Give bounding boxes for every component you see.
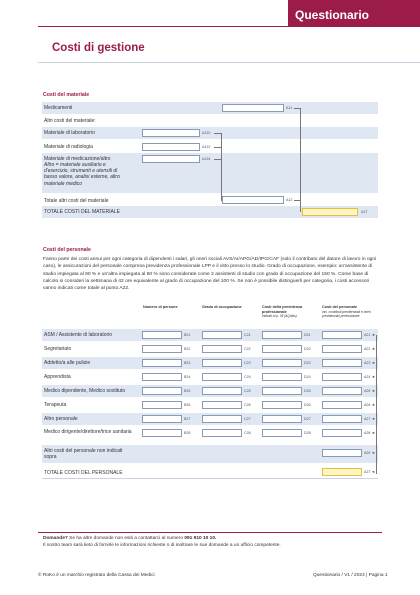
field-code: A25 (364, 389, 371, 393)
field-code: A123 (202, 145, 211, 149)
persons-input[interactable] (142, 359, 182, 367)
row-label-medicamenti: Medicamenti (44, 105, 73, 111)
field-code: C27 (244, 417, 251, 421)
row-label-total-material: TOTALE COSTI DEL MATERIALE (44, 209, 120, 215)
field-code: D24 (304, 375, 311, 379)
field-code: D25 (304, 389, 311, 393)
occupation-input[interactable] (202, 387, 242, 395)
arrow-icon: ◂ (372, 332, 375, 337)
questionnaire-tab: Questionario (288, 0, 420, 26)
occupation-input[interactable] (202, 359, 242, 367)
material-section-title: Costi del materiale (43, 92, 90, 98)
contact-text: Se ha altre domande non esiti a contattarci al numero (67, 536, 185, 541)
footer-page-info: Questionario / V1 / 2024 | Pagina 1 (313, 573, 388, 578)
col-header-costs-sub: incl. contributi previdenziali e oneri previdenziali professionale (322, 309, 371, 319)
field-code: A23 (364, 361, 371, 365)
row-label-laboratorio: Materiale di laboratorio (44, 130, 95, 136)
field-code: A124 (202, 157, 211, 161)
row-label-segretariato: Segretariato (44, 346, 72, 352)
cost-input[interactable] (322, 359, 362, 367)
medicamenti-input[interactable] (222, 104, 284, 112)
row-label-other-material: Altri costi del materiale: (44, 118, 96, 124)
occupation-input[interactable] (202, 429, 242, 437)
field-code: B24 (184, 375, 191, 379)
field-code: D26 (304, 403, 311, 407)
occupation-input[interactable] (202, 331, 242, 339)
connector-line (300, 108, 301, 212)
field-code: B22 (184, 347, 191, 351)
row-label-total-personnel: TOTALE COSTI DEL PERSONALE (44, 470, 123, 476)
field-code: C25 (244, 389, 251, 393)
field-code: C21 (244, 333, 251, 337)
field-code: B25 (184, 389, 191, 393)
page-title: Costi di gestione (52, 42, 145, 54)
field-code: A28 (364, 431, 371, 435)
personnel-description: Fanno parte dei costi annui per ogni categoria di dipendenti i salari, gli oneri sociali AVS/AI/APG/AD/IPG/CAF (solo il contributo del datore di lavoro in ogni caso), le assicurazioni del personale compresa previdenza professionale LPP e il vitto presso lo studio. Grado di occupazione, esempio: un'assistente di studio impiegata al 90 % e un'altra impiegata al 60 % sono considerate come 2 assistenti di studio con grado di occupazione del 150 %. Come base di calcolo si consideri la settimana di 42 ore equivalente al grado di occupazione del 100 %. Se non è possibile distinguerli per categoria, i costi accessori vanno indicati come totale al punto A22. (43, 257, 377, 292)
persons-input[interactable] (142, 373, 182, 381)
connector-line (214, 147, 221, 148)
field-code: A27 (364, 417, 371, 421)
connector-line (376, 335, 377, 474)
arrow-icon: ◂ (372, 388, 375, 393)
row-bg (42, 102, 378, 114)
pension-input[interactable] (262, 373, 302, 381)
connector-line (221, 133, 222, 201)
cost-input[interactable] (322, 331, 362, 339)
pension-input[interactable] (262, 429, 302, 437)
contact-separator (38, 532, 382, 533)
field-code: A12 (286, 198, 293, 202)
row-label-total-other-material: Totale altri costi del materiale (44, 198, 109, 204)
field-code: C23 (244, 361, 251, 365)
row-label-radiologia: Materiale di radiologia (44, 144, 93, 150)
laboratorio-input[interactable] (142, 129, 200, 137)
col-header-pension (262, 305, 320, 319)
contact-line-2: Il nostro team sarà lieto di fornirle le informazioni richieste o di inoltrare le sue domande a un ufficio competente. (43, 543, 281, 549)
total-material-input[interactable] (302, 208, 358, 216)
radiologia-input[interactable] (142, 143, 200, 151)
cost-input[interactable] (322, 345, 362, 353)
field-code: B23 (184, 361, 191, 365)
contact-question: Domande? (43, 536, 68, 541)
field-code: A24 (364, 375, 371, 379)
occupation-input[interactable] (202, 401, 242, 409)
row-label-altri-costi-personale: Altri costi del personale non indicati sopra (44, 448, 123, 461)
field-code: A29 (364, 451, 371, 455)
field-code: B27 (184, 417, 191, 421)
pension-input[interactable] (262, 415, 302, 423)
arrow-icon: ◂ (372, 416, 375, 421)
cost-input[interactable] (322, 373, 362, 381)
col-header-costs-label: Costi del personale (322, 305, 358, 309)
field-code: A120 (202, 131, 211, 135)
field-code: B26 (184, 403, 191, 407)
connector-line (294, 200, 300, 201)
col-header-costs (322, 305, 382, 319)
cost-input[interactable] (322, 415, 362, 423)
field-code: D23 (304, 361, 311, 365)
cost-input[interactable] (322, 429, 362, 437)
arrow-icon: ◂ (372, 346, 375, 351)
footer-copyright: © RoKo è un marchio registrato della Cassa dei Medici (38, 573, 155, 578)
arrow-icon: ◂ (372, 402, 375, 407)
occupation-input[interactable] (202, 345, 242, 353)
persons-input[interactable] (142, 429, 182, 437)
total-personnel-input[interactable] (322, 468, 362, 476)
arrow-icon: ◂ (372, 450, 375, 455)
pension-input[interactable] (262, 359, 302, 367)
field-code: B21 (184, 333, 191, 337)
pension-input[interactable] (262, 401, 302, 409)
col-header-pension-sub: indicati al p. 39 (AQ4bis) (262, 314, 297, 319)
field-code: A26 (364, 403, 371, 407)
pension-input[interactable] (262, 387, 302, 395)
persons-input[interactable] (142, 387, 182, 395)
pension-input[interactable] (262, 345, 302, 353)
connector-line (214, 159, 221, 160)
row-label-apprendista: Apprendista (44, 374, 71, 380)
occupation-input[interactable] (202, 415, 242, 423)
arrow-icon: ◂ (372, 374, 375, 379)
persons-input[interactable] (142, 401, 182, 409)
title-rule (38, 62, 420, 63)
field-code: A1T (361, 210, 368, 214)
row-label-pulizie: Addetto/a alle pulizie (44, 360, 91, 366)
connector-line (294, 108, 300, 109)
row-label-medico-dipendente: Medico dipendente, Medico sostituto (44, 388, 126, 394)
field-code: C26 (244, 403, 251, 407)
header-rule (38, 26, 420, 27)
medicazione-input[interactable] (142, 155, 200, 163)
row-label-asm: ASM / Assistente di laboratorio (44, 332, 113, 338)
field-code: D27 (304, 417, 311, 421)
field-code: D22 (304, 347, 311, 351)
field-code: D21 (304, 333, 311, 337)
connector-line (214, 133, 221, 134)
row-label-altro-personale: Altro personale (44, 416, 78, 422)
persons-input[interactable] (142, 331, 182, 339)
col-header-persons: Numero di persone (143, 305, 178, 309)
personnel-section-title: Costi del personale (43, 247, 91, 253)
field-code: A11 (286, 106, 293, 110)
field-code: C22 (244, 347, 251, 351)
field-code: A2T (364, 470, 371, 474)
field-code: C28 (244, 431, 251, 435)
persons-input[interactable] (142, 345, 182, 353)
arrow-icon: ◂ (372, 360, 375, 365)
row-label-medicazione: Materiale di medicazione/altro (44, 156, 111, 162)
arrow-icon: ◂ (372, 430, 375, 435)
field-code: A21 (364, 333, 371, 337)
cost-input[interactable] (322, 387, 362, 395)
contact-box (43, 535, 281, 549)
col-header-pension-label: Costi della previdenza professionale (262, 305, 303, 314)
persons-input[interactable] (142, 415, 182, 423)
total-other-material-input[interactable] (222, 196, 284, 204)
field-code: C24 (244, 375, 251, 379)
col-header-occupation: Grado di occupazione (202, 305, 242, 309)
occupation-input[interactable] (202, 373, 242, 381)
row-label-medico-dirigente: Medico dirigente/direttore/trice sanitaria (44, 429, 132, 435)
field-code: B28 (184, 431, 191, 435)
cost-input[interactable] (322, 401, 362, 409)
arrow-icon: ◂ (372, 469, 375, 474)
field-code: A22 (364, 347, 371, 351)
row-label-terapeuta: Terapeuta (44, 402, 67, 408)
pension-input[interactable] (262, 331, 302, 339)
medicazione-note: Altro = materiale ausiliario e d'esercizio, strumenti e utensili di basso valore, analisi esterne, altro materiale medico (44, 162, 120, 187)
contact-line-1 (43, 535, 281, 542)
contact-phone[interactable]: 091 910 10 10. (184, 536, 217, 541)
row-divider (42, 478, 378, 479)
field-code: D28 (304, 431, 311, 435)
other-personnel-cost-input[interactable] (322, 449, 362, 457)
